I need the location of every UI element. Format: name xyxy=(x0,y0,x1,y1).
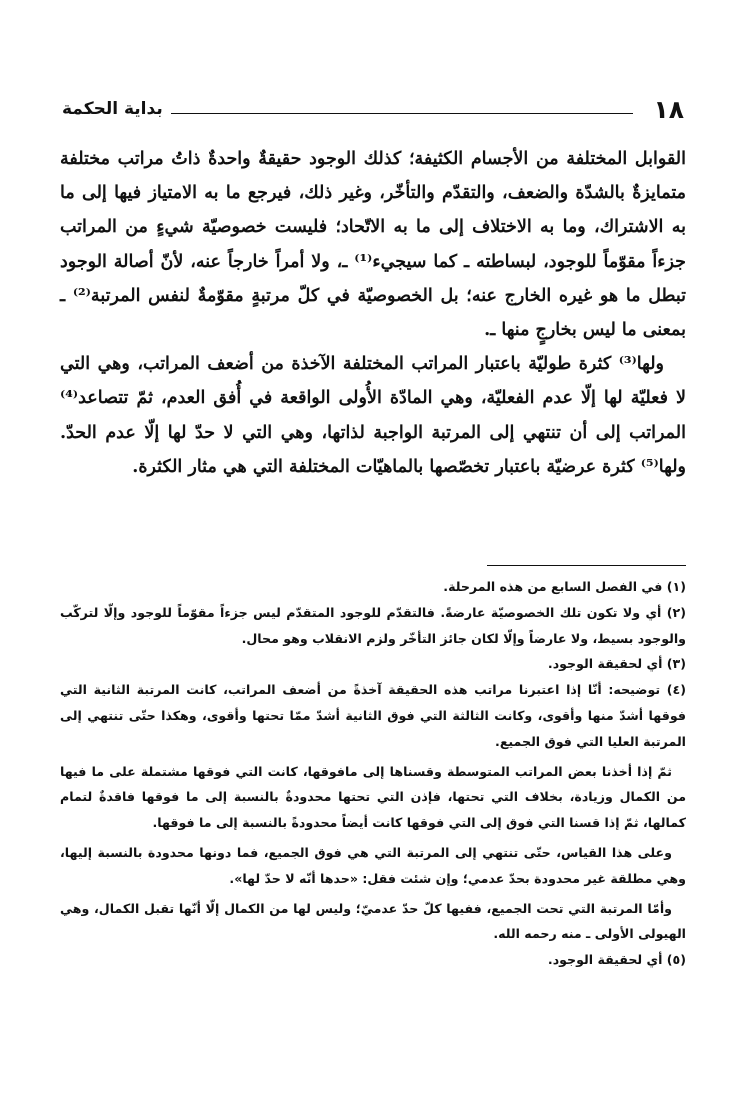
footnote-2: (٢) أي ولا تكون تلك الخصوصيّة عارضةً. فالتقدّم للوجود المتقدّم ليس جزءاً مقوّماً للوجود وإلّا لتركّب والوجود بسيط، ولا عارضاً وإلّا لكان جائز التأخّر ولزم الانقلاب وهو محال. xyxy=(60,604,686,646)
footnote-separator xyxy=(487,565,686,566)
footnotes xyxy=(60,574,686,973)
main-paragraph: القوابل المختلفة من الأجسام الكثيفة؛ كذلك الوجود حقيقةٌ واحدةٌ ذاتُ مراتب مختلفة متمايزةٌ بالشدّة والضعف، والتقدّم والتأخّر، وغير ذلك، فيرجع ما به الامتياز فيها إلى ما به الاشتراك، وما به الاختلاف إلى ما به الاتّحاد؛ فليست خصوصيّة شيءٍ من المراتب جزءاً مقوّماً للوجود، لبساطته ـ كما سيجيء⁽¹⁾ ـ، ولا أمراً خارجاً عنه، لأنّ أصالة الوجود تبطل ما هو غيره الخارج عنه؛ بل الخصوصيّة في كلّ مرتبةٍ مقوّمةٌ لنفس المرتبة⁽²⁾ ـ بمعنى ما ليس بخارجٍ منها ـ. xyxy=(60,149,686,341)
main-paragraph: ولها⁽³⁾ كثرة طوليّة باعتبار المراتب المختلفة الآخذة من أضعف المراتب، وهي التي لا فعليّة لها إلّا عدم الفعليّة، وهي المادّة الأُولى الواقعة في أُفق العدم، ثمّ تتصاعد⁽⁴⁾ المراتب إلى أن تنتهي إلى المرتبة الواجبة لذاتها، وهي التي لا حدّ لها إلّا عدم الحدّ. ولها⁽⁵⁾ كثرة عرضيّة باعتبار تخصّصها بالماهيّات المختلفة التي هي مثار الكثرة. xyxy=(60,354,686,477)
footnote-5: (٥) أي لحقيقة الوجود. xyxy=(547,952,686,968)
footnote-4-continuation: ثمّ إذا أخذنا بعض المراتب المتوسطة وقسناها إلى مافوقها، كانت التي فوقها مشتملة على ما فيها من الكمال وزيادة، بخلاف التي تحتها، فإذن التي تحتها محدودةٌ بالنسبة إلى ما فوقها فاقدةٌ لتمام كمالها، ثمّ إذا قسنا التي فوق إلى التي فوقها كانت أيضاً محدودةً بالنسبة إلى ما فوقها. xyxy=(60,763,686,831)
header-rule xyxy=(171,113,634,114)
page-number: ١٨ xyxy=(653,94,684,124)
footnote-4-continuation: وعلى هذا القياس، حتّى تنتهي إلى المرتبة التي هي فوق الجميع، فما دونها محدودة بالنسبة إليها، وهي مطلقة غير محدودة بحدّ عدمي؛ وإن شئت فقل: «حدها أنّه لا حدّ لها». xyxy=(60,844,686,886)
footnote-3: (٣) أي لحقيقة الوجود. xyxy=(547,656,686,672)
footnote-1: (١) في الفصل السابع من هذه المرحلة. xyxy=(443,579,686,594)
footnote-4-continuation: وأمّا المرتبة التي تحت الجميع، ففيها كلّ حدّ عدميّ؛ وليس لها من الكمال إلّا أنّها تقبل الكمال، وهي الهيولى الأولى ـ منه رحمه الله. xyxy=(60,900,686,942)
running-title: بداية الحكمة xyxy=(62,99,163,119)
main-text xyxy=(60,142,686,484)
page-header xyxy=(62,94,684,124)
footnote-4: (٤) توضيحه: أنّا إذا اعتبرنا مراتب هذه الحقيقة آخذةً من أضعف المراتب، كانت المرتبة الثانية التي فوقها أشدّ منها وأقوى، وكانت الثالثة التي فوق الثانية أشدّ ممّا تحتها وأقوى، وهكذا حتّى تنتهي إلى المرتبة العليا التي فوق الجميع. xyxy=(60,682,686,749)
